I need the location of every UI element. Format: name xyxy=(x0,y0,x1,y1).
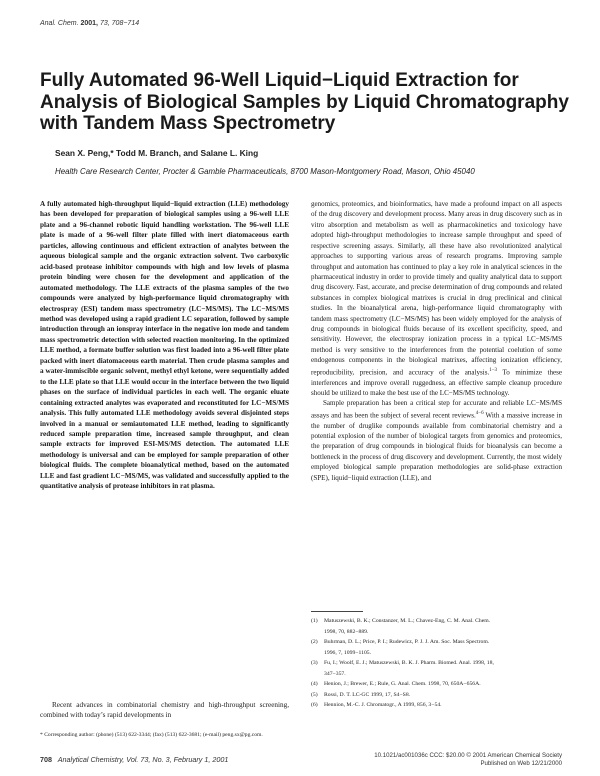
citation-1-3: 1−3 xyxy=(489,367,498,373)
page-footer-right xyxy=(322,752,562,768)
corresponding-author-footnote: * Corresponding author: (phone) (513) 622-3344; (fax) (513) 622-3681; (e-mail) peng.sx@pg.com. xyxy=(40,732,263,738)
intro-paragraph: Recent advances in combinatorial chemistry and high-throughput screening, combined with today’s rapid developments in xyxy=(40,701,289,720)
page-footer-left xyxy=(40,755,228,764)
page-number: 708 xyxy=(40,755,52,764)
journal-issue: Analytical Chemistry, Vol. 73, No. 3, February 1, 2001 xyxy=(57,755,229,764)
journal-name: Anal. Chem. xyxy=(40,20,79,27)
body-paragraph-1-text: genomics, proteomics, and bioinformatics, have made a profound impact on all aspects of the drug discovery and development process. Many areas in drug discovery such as in vitro absorption and metabolism as well as pharmacokinetics and toxicology have adopted high-throughput methodologies to increase sample throughput and speed of respective screening assays. Similarly, all these have also revolutionized analytical approaches to supporting various areas of research programs. Improving sample throughput and automation has continued to play a key role in analytical sciences in the pharmaceutical industry in order to provide timely and quality analytical data to support drug discovery. Fast, accurate, and precise determination of drug compounds and related substances in complex biological matrixes is crucial in drug preclinical and clinical studies. In the bioanalytical arena, high-performance liquid chromatography with tandem mass spectrometry (LC−MS/MS) has been widely employed for the analysis of drug compounds in biological fluids because of its excellent specificity, speed, and sensitivity. However, the electrospray ionization process in a typical LC−MS/MS method is very sensitive to the interferences from the potential coelution of some endogenous components in the biological matrixes, affecting ionization efficiency, reproducibility, precision, and accuracy of the analysis. xyxy=(311,200,562,377)
reference-item-cont: 1996, 7, 1099−1105. xyxy=(324,649,372,656)
reference-item-cont: 347−357. xyxy=(324,670,346,677)
body-paragraph-1-cont: To minimize these interferences and improve overall ruggedness, an effective sample cleanup procedure should be utilized to make the best use of the LC−MS/MS technology. xyxy=(311,368,562,397)
references-divider xyxy=(311,611,363,612)
body-paragraph-2-text: Sample preparation has been a critical step for accurate and reliable LC−MS/MS assays and has been the subject of several recent reviews. xyxy=(311,399,562,420)
body-paragraph-1 xyxy=(311,199,562,398)
reference-item: (4) Henion, J.; Brewer, E.; Rule, G. Anal. Chem. 1998, 70, 650A−656A. xyxy=(311,681,481,687)
journal-volume: 73, xyxy=(99,20,110,27)
doi-copyright: 10.1021/ac001036c CCC: $20.00 © 2001 American Chemical Society xyxy=(374,752,562,759)
article-title: Fully Automated 96-Well Liquid−Liquid Extraction for Analysis of Biological Samples by Liquid Chromatography with Tandem Mass Spectrometry xyxy=(40,70,569,134)
published-date: Published on Web 12/21/2000 xyxy=(480,760,562,767)
citation-4-6: 4−6 xyxy=(475,410,484,416)
affiliation: Health Care Research Center, Procter & Gamble Pharmaceuticals, 8700 Mason-Montgomery Road, Mason, Ohio 45040 xyxy=(55,167,475,176)
reference-item: (3) Fu, I.; Woolf, E. J.; Matuszewski, B. K. J. Pharm. Biomed. Anal. 1998, 18, xyxy=(311,660,494,666)
right-column-body xyxy=(311,199,562,483)
journal-pages: 708−714 xyxy=(111,20,140,27)
reference-item: (1) Matuszewski, B. K.; Constanzer, M. L.; Chavez-Eng, C. M. Anal. Chem. xyxy=(311,618,491,624)
body-paragraph-2-cont: With a massive increase in the number of druglike compounds available from combinatorial chemistry and a potential explosion of the number of biological targets from genomics and proteomics, the preparation of drug compounds in biological fluids for bioanalysis can become a bottleneck in the process of drug discovery and development. Currently, the most widely employed biological sample preparation methodologies are solid-phase extraction (SPE), liquid−liquid extraction (LLE), and xyxy=(311,411,562,482)
reference-item: (2) Buhrman, D. L.; Price, P. I.; Rudewicz, P. J. J. Am. Soc. Mass Spectrom. xyxy=(311,639,490,645)
journal-year: 2001, xyxy=(80,20,99,27)
abstract: A fully automated high-throughput liquid−liquid extraction (LLE) methodology has been developed for preparation of biological samples using a 96-well LLE plate and a 96-channel robotic liquid handling workstation. The 96-well LLE plate is made of a 96-well filter plate filled with inert diatomaceous earth particles, allowing continuous and efficient extraction of analytes between the aqueous biological sample and the organic extraction solvent. Two carboxylic acid-based protease inhibitor compounds with high and low levels of plasma protein binding were chosen for the development and application of the automated methodology. The LLE extracts of the plasma samples of the two compounds were analyzed by high-performance liquid chromatography with electrospray (ESI) tandem mass spectrometry (LC−MS/MS). The LC−MS/MS method was developed using a rapid gradient LC separation, followed by sample introduction through an ionspray interface in the negative ion mode and tandem mass spectrometric detection with selected reaction monitoring. In the optimized LLE method, a formate buffer solution was first loaded into a 96-well filter plate packed with inert diatomaceous earth material. Then crude plasma samples and a water-immiscible organic solvent, methyl ethyl ketone, were sequentially added to the LLE plate so that LLE would occur in the interface between the two liquid phases on the surface of individual particles in each well. The organic eluate containing extracted analytes was evaporated and reconstituted for LC−MS/MS analysis. This fully automated LLE methodology avoids several disjointed steps involved in a manual or semiautomated LLE method, leading to significantly reduced sample preparation time, increased sample throughput, and clean sample extracts for improved ESI-MS/MS detection. The automated LLE methodology is universal and can be employed for sample preparation of other biological fluids. The complete bioanalytical method, based on the automated LLE and fast gradient LC−MS/MS, was validated and successfully applied to the quantitative analysis of protease inhibitors in rat plasma. xyxy=(40,200,289,491)
reference-list xyxy=(311,616,562,711)
reference-item: (6) Hennion, M.-C. J. Chromatogr., A 1999, 856, 3−54. xyxy=(311,702,442,708)
reference-item: (5) Rossi, D. T. LC-GC 1999, 17, S4−S8. xyxy=(311,691,411,698)
author-list: Sean X. Peng,* Todd M. Branch, and Salane L. King xyxy=(55,148,259,158)
journal-citation xyxy=(40,20,139,27)
body-paragraph-2 xyxy=(311,398,562,483)
reference-item-cont: 1998, 70, 882−889. xyxy=(324,628,369,635)
